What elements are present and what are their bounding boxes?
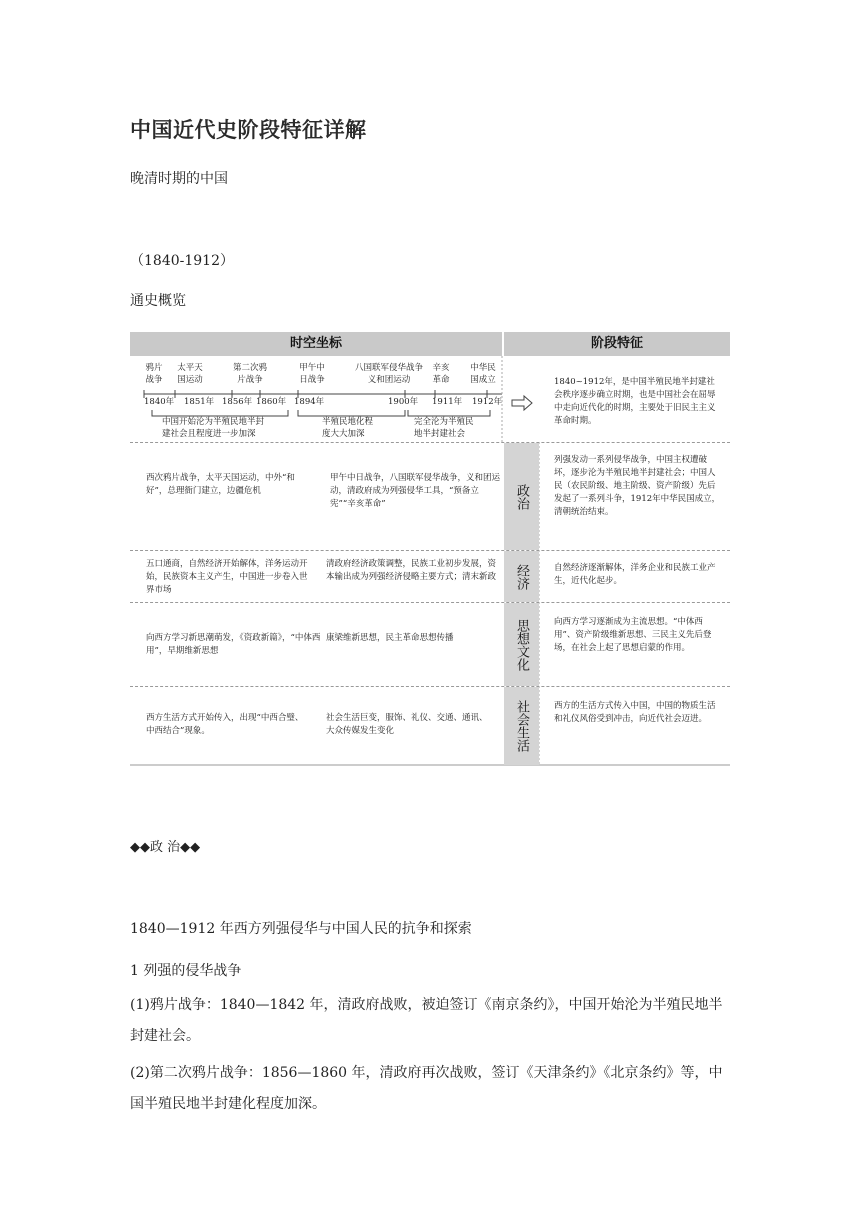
row-divider xyxy=(130,686,730,687)
paragraph-item-1: (1)鸦片战争：1840—1842 年，清政府战败，被迫签订《南京条约》，中国开始沦为半殖民地半封建社会。 xyxy=(130,997,723,1044)
overview-label: 通史概览 xyxy=(130,293,186,309)
section-social-life xyxy=(504,687,539,765)
paragraph-item-2: (2)第二次鸦片战争：1856—1860 年，清政府再次战败，签订《天津条约》《北京条约》等，中国半殖民地半封建化程度加深。 xyxy=(130,1065,723,1112)
subheading-1: 1840—1912 年西方列强侵华与中国人民的抗争和探索 xyxy=(130,921,472,937)
year-1856: 1856年 xyxy=(222,397,253,407)
society-mid: 社会生活巨变，服饰、礼仪、交通、通讯、大众传媒发生变化 xyxy=(326,713,488,736)
event-label-second-opium-war: 第二次鸦 片战争 xyxy=(232,363,267,385)
year-1851: 1851年 xyxy=(184,397,215,407)
economy-left: 五口通商，自然经济开始解体，洋务运动开始，民族资本主义产生，中国进一步卷入世界市场 xyxy=(146,559,308,595)
event-label-xinhai: 辛亥 革命 xyxy=(432,363,450,385)
event-label-opium-war: 鸦片 战争 xyxy=(145,363,163,385)
thought-right: 向西方学习逐渐成为主流思想。“中体西用”、资产阶级维新思想、三民主义先后登场，在社会上起了思想启蒙的作用。 xyxy=(554,617,712,653)
section-thought-culture xyxy=(504,603,539,686)
bracket-note-3: 完全沦为半殖民 地半封建社会 xyxy=(414,417,474,439)
figure-header-left: 时空坐标 xyxy=(130,332,502,356)
page-title: 中国近代史阶段特征详解 xyxy=(130,118,367,142)
subheading-2: 1 列强的侵华战争 xyxy=(130,963,242,979)
politics-heading: ◆◆政 治◆◆ xyxy=(130,840,201,855)
year-1900: 1900年 xyxy=(388,397,419,407)
section-thought-culture-label: 思想文化 xyxy=(514,618,529,671)
society-right: 西方的生活方式传入中国，中国的物质生活和礼仪风俗受到冲击，向近代社会迈进。 xyxy=(554,701,716,724)
event-label-eight-nation: 八国联军侵华战争 义和团运动 xyxy=(354,363,423,385)
bracket-note-2: 半殖民地化程 度大大加深 xyxy=(322,417,374,439)
year-1911: 1911年 xyxy=(432,397,463,407)
politics-mid: 甲午中日战争，八国联军侵华战争，义和团运动，清政府成为列强侵华工具，“预备立宪”“辛亥革命” xyxy=(330,473,501,509)
thought-mid: 康梁维新思想，民主革命思想传播 xyxy=(326,633,454,643)
row-divider xyxy=(130,442,730,443)
section-social-life-label: 社会生活 xyxy=(514,700,529,752)
stage-chart-figure xyxy=(130,332,730,766)
economy-right: 自然经济逐渐解体，洋务企业和民族工业产生，近代化起步。 xyxy=(554,563,716,586)
politics-left: 西次鸦片战争，太平天国运动，中外“和好”，总理衙门建立，边疆危机 xyxy=(146,473,295,496)
section-subtitle: 晚清时期的中国 xyxy=(130,171,228,187)
row-divider xyxy=(130,550,730,551)
thought-left: 向西方学习新思潮萌发，《资政新篇》，“中体西用”，早期维新思想 xyxy=(146,633,321,656)
society-left: 西方生活方式开始传入，出现“中西合璧、中西结合”现象。 xyxy=(146,713,304,736)
event-label-roc-founded: 中华民 国成立 xyxy=(470,363,496,385)
year-1840: 1840年 xyxy=(144,397,175,407)
event-label-sino-japanese-war: 甲午中 日战争 xyxy=(299,363,325,385)
year-1894: 1894年 xyxy=(294,397,325,407)
row-divider xyxy=(130,602,730,603)
year-1860: 1860年 xyxy=(256,397,287,407)
event-label-taiping: 太平天 国运动 xyxy=(177,363,203,385)
section-economy: 经济 xyxy=(504,551,539,602)
period-text: （1840-1912） xyxy=(130,253,234,269)
figure-header-right: 阶段特征 xyxy=(504,332,730,356)
economy-mid: 清政府经济政策调整，民族工业初步发展，资本输出成为列强经济侵略主要方式；清末新政 xyxy=(326,559,497,582)
politics-right: 列强发动一系列侵华战争，中国主权遭破坏，逐步沦为半殖民地半封建社会；中国人民（农民阶级、地主阶级、资产阶级）先后发起了一系列斗争，1912年中华民国成立，清朝统治结束。 xyxy=(554,455,721,517)
stage-summary: 1840~1912年，是中国半殖民地半封建社会秩序逐步确立时期，也是中国社会在屈辱中走向近代化的时期，主要处于旧民主主义革命时期。 xyxy=(554,377,716,426)
year-1912: 1912年 xyxy=(472,397,503,407)
section-politics: 政治 xyxy=(504,443,539,550)
bracket-note-1: 中国开始沦为半殖民地半封 建社会且程度进一步加深 xyxy=(162,417,265,439)
